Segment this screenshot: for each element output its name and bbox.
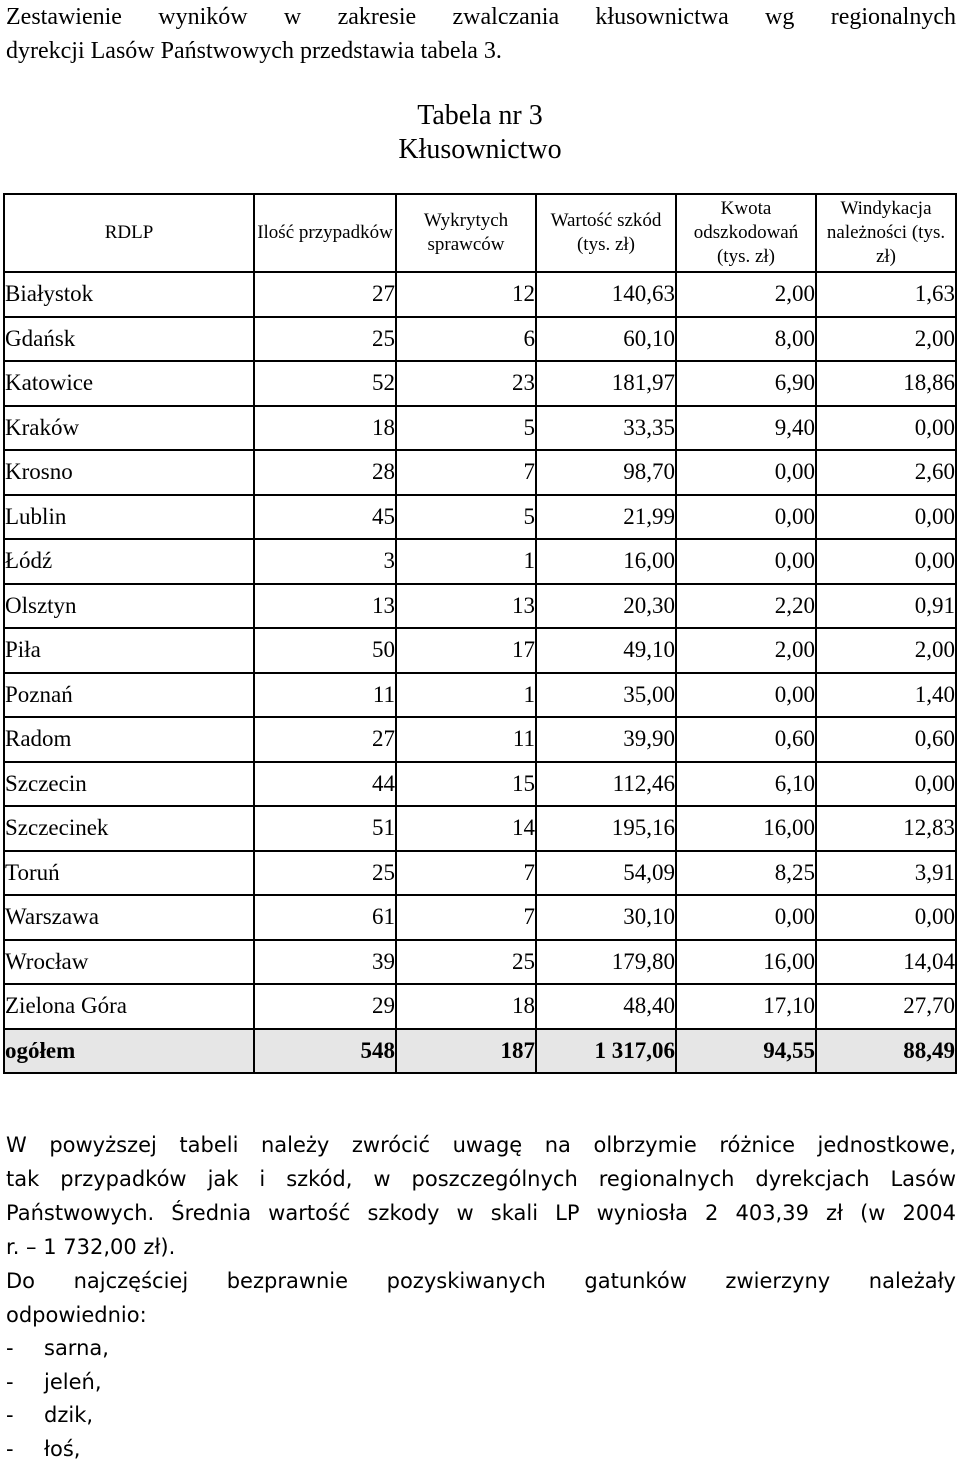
cell-cases: 18 [254,406,396,451]
table-row [4,539,956,584]
cell-compensation: 2,20 [676,584,816,629]
cell-recovery: 0,00 [816,495,956,540]
cell-cases: 11 [254,673,396,718]
species-item [6,1332,109,1366]
paragraph-species [6,1264,956,1332]
cell-rdlp-name: Zielona Góra [4,984,254,1029]
intro-line: dyrekcji Lasów Państwowych przedstawia tabela 3. [6,34,956,68]
cell-detected: 14 [396,806,536,851]
cell-recovery: 0,00 [816,406,956,451]
table-row [4,628,956,673]
table-row [4,717,956,762]
cell-compensation: 8,00 [676,317,816,362]
cell-cases: 25 [254,851,396,896]
cell-compensation: 9,40 [676,406,816,451]
cell-damage-value: 195,16 [536,806,676,851]
cell-recovery: 12,83 [816,806,956,851]
table-row [4,940,956,985]
cell-compensation: 2,00 [676,628,816,673]
cell-damage-value: 181,97 [536,361,676,406]
species-name: jeleń, [44,1366,102,1400]
cell-compensation: 0,60 [676,717,816,762]
cell-recovery: 2,00 [816,317,956,362]
cell-detected: 12 [396,272,536,317]
cell-compensation: 0,00 [676,895,816,940]
cell-damage-value: 54,09 [536,851,676,896]
cell-rdlp-name: Wrocław [4,940,254,985]
table-row [4,317,956,362]
cell-compensation: 16,00 [676,806,816,851]
poaching-table [3,193,957,1074]
table-row [4,450,956,495]
list-dash: - [6,1433,44,1466]
cell-damage-value: 1 317,06 [536,1029,676,1074]
cell-damage-value: 98,70 [536,450,676,495]
cell-recovery: 0,00 [816,895,956,940]
cell-rdlp-name: Łódź [4,539,254,584]
cell-detected: 13 [396,584,536,629]
cell-rdlp-name: Olsztyn [4,584,254,629]
cell-detected: 11 [396,717,536,762]
cell-damage-value: 20,30 [536,584,676,629]
cell-rdlp-name: Szczecinek [4,806,254,851]
cell-rdlp-name: Białystok [4,272,254,317]
cell-recovery: 2,00 [816,628,956,673]
list-dash: - [6,1399,44,1433]
cell-compensation: 17,10 [676,984,816,1029]
cell-rdlp-name: Szczecin [4,762,254,807]
table-row [4,361,956,406]
cell-rdlp-name: Kraków [4,406,254,451]
table-row [4,762,956,807]
cell-detected: 25 [396,940,536,985]
cell-compensation: 0,00 [676,450,816,495]
table-row [4,272,956,317]
cell-rdlp-name: Radom [4,717,254,762]
cell-detected: 7 [396,895,536,940]
table-row [4,895,956,940]
cell-cases: 51 [254,806,396,851]
cell-recovery: 27,70 [816,984,956,1029]
header-recovery: Windykacja należności (tys. zł) [816,194,956,272]
cell-cases: 39 [254,940,396,985]
cell-detected: 7 [396,450,536,495]
cell-cases: 3 [254,539,396,584]
paragraph-line: r. – 1 732,00 zł). [6,1230,956,1264]
cell-damage-value: 60,10 [536,317,676,362]
header-compensation: Kwota odszkodowań (tys. zł) [676,194,816,272]
header-rdlp: RDLP [4,194,254,272]
species-item [6,1366,109,1400]
cell-recovery: 14,04 [816,940,956,985]
cell-damage-value: 30,10 [536,895,676,940]
cell-damage-value: 33,35 [536,406,676,451]
species-item [6,1433,109,1466]
cell-compensation: 6,90 [676,361,816,406]
cell-recovery: 0,00 [816,539,956,584]
cell-rdlp-name: Krosno [4,450,254,495]
intro-text [6,0,956,68]
cell-detected: 1 [396,673,536,718]
cell-compensation: 0,00 [676,495,816,540]
cell-detected: 15 [396,762,536,807]
cell-recovery: 0,60 [816,717,956,762]
cell-compensation: 2,00 [676,272,816,317]
cell-compensation: 94,55 [676,1029,816,1074]
cell-cases: 61 [254,895,396,940]
cell-detected: 7 [396,851,536,896]
cell-cases: 50 [254,628,396,673]
cell-cases: 13 [254,584,396,629]
cell-detected: 187 [396,1029,536,1074]
cell-cases: 28 [254,450,396,495]
cell-cases: 44 [254,762,396,807]
cell-cases: 548 [254,1029,396,1074]
table-row [4,406,956,451]
paragraph-line: W powyższej tabeli należy zwrócić uwagę na olbrzymie różnice jednostkowe, [6,1128,956,1162]
cell-rdlp-name: Gdańsk [4,317,254,362]
cell-compensation: 8,25 [676,851,816,896]
paragraph-line: Do najczęściej bezprawnie pozyskiwanych gatunków zwierzyny należały [6,1264,956,1298]
cell-damage-value: 49,10 [536,628,676,673]
table-row [4,806,956,851]
cell-damage-value: 21,99 [536,495,676,540]
cell-detected: 5 [396,495,536,540]
cell-cases: 27 [254,272,396,317]
header-damage: Wartość szkód (tys. zł) [536,194,676,272]
cell-cases: 52 [254,361,396,406]
cell-detected: 6 [396,317,536,362]
species-list [6,1332,109,1466]
table-row [4,984,956,1029]
cell-rdlp-name: Warszawa [4,895,254,940]
cell-recovery: 1,63 [816,272,956,317]
species-name: sarna, [44,1332,109,1366]
cell-rdlp-name: Katowice [4,361,254,406]
cell-damage-value: 35,00 [536,673,676,718]
cell-compensation: 0,00 [676,539,816,584]
cell-damage-value: 112,46 [536,762,676,807]
cell-recovery: 3,91 [816,851,956,896]
cell-cases: 29 [254,984,396,1029]
cell-rdlp-name: Lublin [4,495,254,540]
cell-recovery: 2,60 [816,450,956,495]
cell-damage-value: 48,40 [536,984,676,1029]
cell-rdlp-name: ogółem [4,1029,254,1074]
cell-rdlp-name: Piła [4,628,254,673]
species-name: dzik, [44,1399,93,1433]
cell-damage-value: 179,80 [536,940,676,985]
table-subtitle: Kłusownictwo [0,132,960,168]
cell-detected: 18 [396,984,536,1029]
intro-line: Zestawienie wyników w zakresie zwalczania kłusownictwa wg regionalnych [6,0,956,34]
table-row [4,673,956,718]
species-name: łoś, [44,1433,80,1466]
cell-rdlp-name: Poznań [4,673,254,718]
cell-compensation: 16,00 [676,940,816,985]
cell-recovery: 1,40 [816,673,956,718]
cell-cases: 27 [254,717,396,762]
cell-recovery: 88,49 [816,1029,956,1074]
cell-rdlp-name: Toruń [4,851,254,896]
cell-recovery: 0,91 [816,584,956,629]
paragraph-line: Państwowych. Średnia wartość szkody w skali LP wyniosła 2 403,39 zł (w 2004 [6,1196,956,1230]
list-dash: - [6,1332,44,1366]
cell-detected: 17 [396,628,536,673]
table-header-row [4,194,956,272]
table-total-row [4,1029,956,1074]
cell-detected: 23 [396,361,536,406]
paragraph-line: odpowiednio: [6,1298,956,1332]
header-detected: Wykrytych sprawców [396,194,536,272]
cell-damage-value: 16,00 [536,539,676,584]
list-dash: - [6,1366,44,1400]
cell-damage-value: 39,90 [536,717,676,762]
table-row [4,495,956,540]
cell-detected: 5 [396,406,536,451]
cell-recovery: 0,00 [816,762,956,807]
cell-damage-value: 140,63 [536,272,676,317]
cell-compensation: 6,10 [676,762,816,807]
table-row [4,851,956,896]
cell-detected: 1 [396,539,536,584]
cell-recovery: 18,86 [816,361,956,406]
header-cases: Ilość przypadków [254,194,396,272]
table-row [4,584,956,629]
species-item [6,1399,109,1433]
cell-cases: 25 [254,317,396,362]
cell-compensation: 0,00 [676,673,816,718]
table-title: Tabela nr 3 [0,98,960,134]
cell-cases: 45 [254,495,396,540]
paragraph-line: tak przypadków jak i szkód, w poszczególnych regionalnych dyrekcjach Lasów [6,1162,956,1196]
paragraph-differences [6,1128,956,1264]
